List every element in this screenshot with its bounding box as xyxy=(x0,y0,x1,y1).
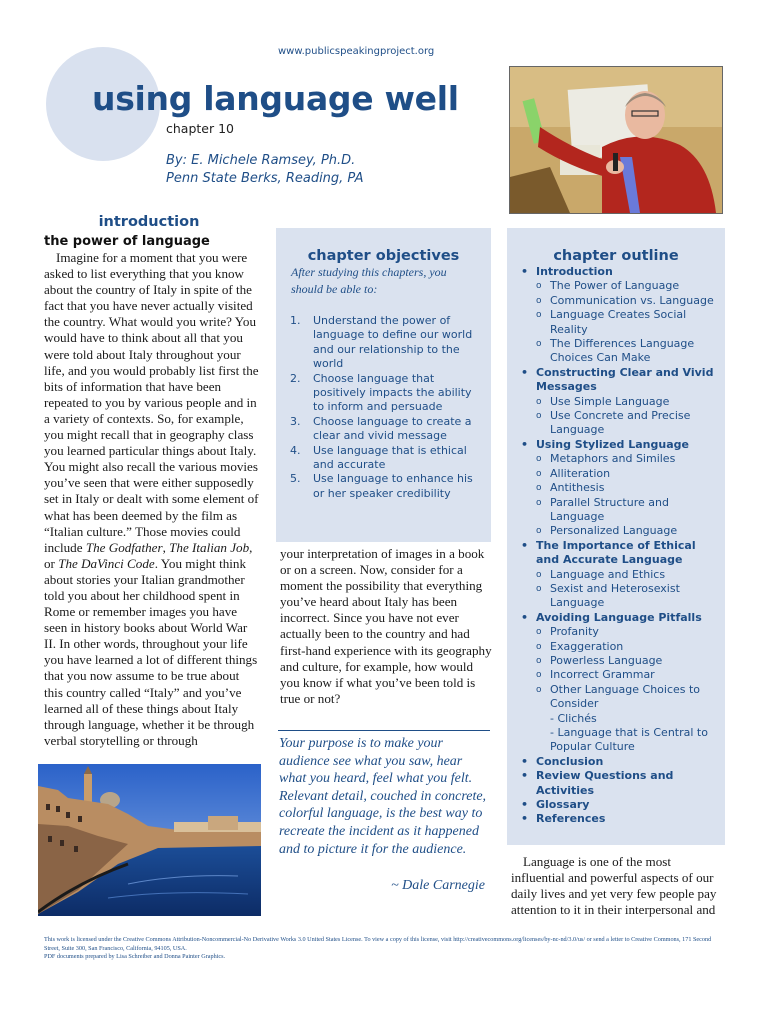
bullet-icon: • xyxy=(521,365,529,379)
page-title: using language well xyxy=(92,79,459,118)
circle-bullet-icon: o xyxy=(536,310,542,321)
outline-subsection-label: Use Concrete and Precise Language xyxy=(550,409,691,437)
body-text-column-3: Language is one of the most influential and powerful aspects of our daily lives and yet very few people pay attention to it in their interpersonal and xyxy=(511,854,717,918)
outline-subsubsection[interactable] xyxy=(550,712,717,726)
body-text-column-1 xyxy=(44,250,260,749)
license-text: This work is licensed under the Creative Commons Attribution-Noncommercial-No Derivative Works 3.0 United States License. To view a copy of this license, visit http://creativecommons.org/licenses/by-nc-nd/3.0/us/ or send a letter to Creative Commons, 171 Second Street, Suite 300, San Francisco, California, 94105, USA. xyxy=(44,936,712,952)
outline-subsection[interactable] xyxy=(536,640,717,654)
movie-title: The Godfather xyxy=(85,539,163,555)
outline-section[interactable] xyxy=(521,769,717,798)
outline-subsection[interactable] xyxy=(536,625,717,639)
circle-bullet-icon: o xyxy=(536,655,542,666)
website-url[interactable]: www.publicspeakingproject.org xyxy=(278,46,435,57)
outline-subsection[interactable] xyxy=(536,668,717,682)
body-text-column-2: your interpretation of images in a book or on a screen. Now, consider for a moment the possibility that everything you’ve heard about Italy has been incorrect. Since you have not ever actually been to the country and had first-hand experience with its geography and culture, for example, how would you know if what you’ve been told is true or not? xyxy=(280,546,492,706)
license-footer xyxy=(44,936,724,962)
outline-subsection[interactable] xyxy=(536,568,717,582)
outline-subsection[interactable] xyxy=(536,409,717,438)
outline-section-label: References xyxy=(536,812,606,826)
outline-subsubsection-label: - Clichés xyxy=(550,711,597,725)
outline-subsection[interactable] xyxy=(536,308,717,337)
outline-subsection-label: Metaphors and Similes xyxy=(550,452,676,466)
bullet-icon: • xyxy=(521,610,529,624)
outline-subsection[interactable] xyxy=(536,294,717,308)
outline-subsection-label: Communication vs. Language xyxy=(550,293,714,307)
objective-item xyxy=(290,314,480,372)
quote-attribution: ~ Dale Carnegie xyxy=(391,878,485,893)
circle-bullet-icon: o xyxy=(536,627,542,638)
outline-subsection-label: Antithesis xyxy=(550,481,605,495)
movie-title: The DaVinci Code xyxy=(58,555,155,571)
outline-section[interactable] xyxy=(521,812,717,826)
circle-bullet-icon: o xyxy=(536,281,542,292)
objective-item xyxy=(290,472,480,501)
circle-bullet-icon: o xyxy=(536,468,542,479)
author-affiliation: Penn State Berks, Reading, PA xyxy=(166,171,364,186)
objectives-title: chapter objectives xyxy=(307,248,460,264)
outline-section-label: Review Questions and Activities xyxy=(536,769,674,797)
objectives-intro: After studying this chapters, you should be able to: xyxy=(291,265,447,296)
outline-section-label: The Importance of Ethical and Accurate Language xyxy=(536,538,696,567)
objective-number: 2. xyxy=(290,371,301,385)
outline-subsection[interactable] xyxy=(536,654,717,668)
bullet-icon: • xyxy=(521,812,529,826)
outline-subsection-label: Powerless Language xyxy=(550,653,663,667)
outline-section[interactable] xyxy=(521,366,717,395)
objectives-list xyxy=(290,314,480,501)
outline-section[interactable] xyxy=(521,755,717,769)
circle-bullet-icon: o xyxy=(536,569,542,580)
intro-paragraph: Imagine for a moment that you were asked to list everything that you know about the country of Italy in spite of the fact that you have never actually visited the country. What would you write? You would have to think about all that you were told about Italy throughout your life, and you would probably list first the bits of information that have been repeated to you by various people and in a variety of contexts. So, for example, you might recall that in geography class you learned particular things about Italy. You might also recall the various movies you’ve seen that were either supposedly set in Italy or dealt with some element of what has been deemed by the film as “Italian culture.” Those movies could include The Godfather, The Italian Job, or The DaVinci Code. You might think about stories your Italian grandmother told you about her childhood spent in Rome or remember images you have seen in history books about World War II. In other words, throughout your life you have learned a lot of different things that you now assume to be true about this country called “Italy” and you’ve learned all of these things about Italy through language, whether it be through verbal storytelling or through xyxy=(44,250,259,748)
outline-section[interactable] xyxy=(521,611,717,625)
outline-subsection-label: Use Simple Language xyxy=(550,394,670,408)
author-block xyxy=(166,152,364,188)
bullet-icon: • xyxy=(521,754,529,768)
outline-subsection-label: The Power of Language xyxy=(550,279,680,293)
outline-section-label: Avoiding Language Pitfalls xyxy=(536,610,702,624)
outline-subsection-label: Parallel Structure and Language xyxy=(550,495,669,523)
chapter-outline-list xyxy=(521,265,717,827)
outline-subsection[interactable] xyxy=(536,279,717,293)
circle-bullet-icon: o xyxy=(536,483,542,494)
bullet-icon: • xyxy=(521,265,529,278)
objective-item xyxy=(290,415,480,444)
outline-subsection-label: Language Creates Social Reality xyxy=(550,308,687,336)
outline-subsection-label: Profanity xyxy=(550,625,599,639)
circle-bullet-icon: o xyxy=(536,411,542,422)
objective-number: 3. xyxy=(290,414,301,428)
outline-subsection[interactable] xyxy=(536,467,717,481)
circle-bullet-icon: o xyxy=(536,583,542,594)
objective-number: 5. xyxy=(290,472,301,486)
circle-bullet-icon: o xyxy=(536,670,542,681)
outline-subsection-label: Language and Ethics xyxy=(550,567,666,581)
circle-bullet-icon: o xyxy=(536,339,542,350)
circle-bullet-icon: o xyxy=(536,396,542,407)
quote-divider xyxy=(278,730,490,731)
circle-bullet-icon: o xyxy=(536,641,542,652)
outline-subsection[interactable] xyxy=(536,481,717,495)
speaker-photo xyxy=(509,66,723,214)
outline-subsection[interactable] xyxy=(536,524,717,538)
outline-subsection-label: Personalized Language xyxy=(550,524,678,538)
circle-bullet-icon: o xyxy=(536,497,542,508)
objective-number: 4. xyxy=(290,443,301,457)
outline-subsection-label: Other Language Choices to Consider xyxy=(550,682,701,711)
outline-subsection[interactable] xyxy=(536,683,717,712)
movie-title: The Italian Job xyxy=(169,539,250,555)
outline-title: chapter outline xyxy=(553,248,679,264)
outline-subsection[interactable] xyxy=(536,395,717,409)
outline-subsection-label: Incorrect Grammar xyxy=(550,668,655,682)
outline-subsubsection-label: - Language that is Central to Popular Culture xyxy=(550,726,708,754)
bullet-icon: • xyxy=(521,437,529,451)
outline-section[interactable] xyxy=(521,539,717,568)
objective-number: 1. xyxy=(290,314,301,327)
circle-bullet-icon: o xyxy=(536,295,542,306)
circle-bullet-icon: o xyxy=(536,526,542,537)
objective-text: Use language that is ethical and accurate xyxy=(313,443,467,472)
outline-subsection[interactable] xyxy=(536,452,717,466)
outline-subsection-label: The Differences Language Choices Can Make xyxy=(550,337,695,365)
circle-bullet-icon: o xyxy=(536,684,542,695)
outline-section-label: Introduction xyxy=(536,265,613,278)
circle-bullet-icon: o xyxy=(536,454,542,465)
outline-subsection-label: Exaggeration xyxy=(550,639,624,653)
outline-section[interactable] xyxy=(521,438,717,452)
objective-text: Choose language that positively impacts the ability to inform and persuade xyxy=(313,371,472,414)
outline-section[interactable] xyxy=(521,265,717,279)
outline-subsection-label: Alliteration xyxy=(550,466,611,480)
quote-text: Your purpose is to make your audience see what you saw, hear what you heard, feel what you felt. Relevant detail, couched in concrete, colorful language, is the best way to recreate the incident as it happened and to picture it for the audience. xyxy=(279,736,487,857)
outline-subsection[interactable] xyxy=(536,337,717,366)
objective-item xyxy=(290,444,480,473)
credits-text: PDF documents prepared by Lisa Schreiber and Donna Painter Graphics. xyxy=(44,953,226,961)
author-name: By: E. Michele Ramsey, Ph.D. xyxy=(166,153,356,168)
outline-subsection[interactable] xyxy=(536,582,717,611)
outline-section-label: Conclusion xyxy=(536,754,604,768)
venice-photo xyxy=(38,764,261,916)
section-heading-introduction: introduction xyxy=(98,214,200,230)
objective-text: Use language to enhance his or her speaker credibility xyxy=(313,472,473,500)
bullet-icon: • xyxy=(521,798,529,812)
bullet-icon: • xyxy=(521,769,529,783)
outline-section-label: Glossary xyxy=(536,798,590,812)
outline-subsection-label: Sexist and Heterosexist Language xyxy=(550,581,680,610)
objective-text: Understand the power of language to define our world and our relationship to the world xyxy=(313,314,473,371)
outline-subsubsection[interactable] xyxy=(550,726,717,755)
outline-subsection[interactable] xyxy=(536,496,717,525)
subheading-power-of-language: the power of language xyxy=(44,234,210,249)
outline-section-label: Using Stylized Language xyxy=(536,437,689,451)
chapter-label: chapter 10 xyxy=(166,121,234,136)
objective-text: Choose language to create a clear and vivid message xyxy=(313,414,472,443)
outline-section[interactable] xyxy=(521,798,717,812)
bullet-icon: • xyxy=(521,538,529,552)
objective-item xyxy=(290,372,480,415)
outline-section-label: Constructing Clear and Vivid Messages xyxy=(536,365,714,394)
